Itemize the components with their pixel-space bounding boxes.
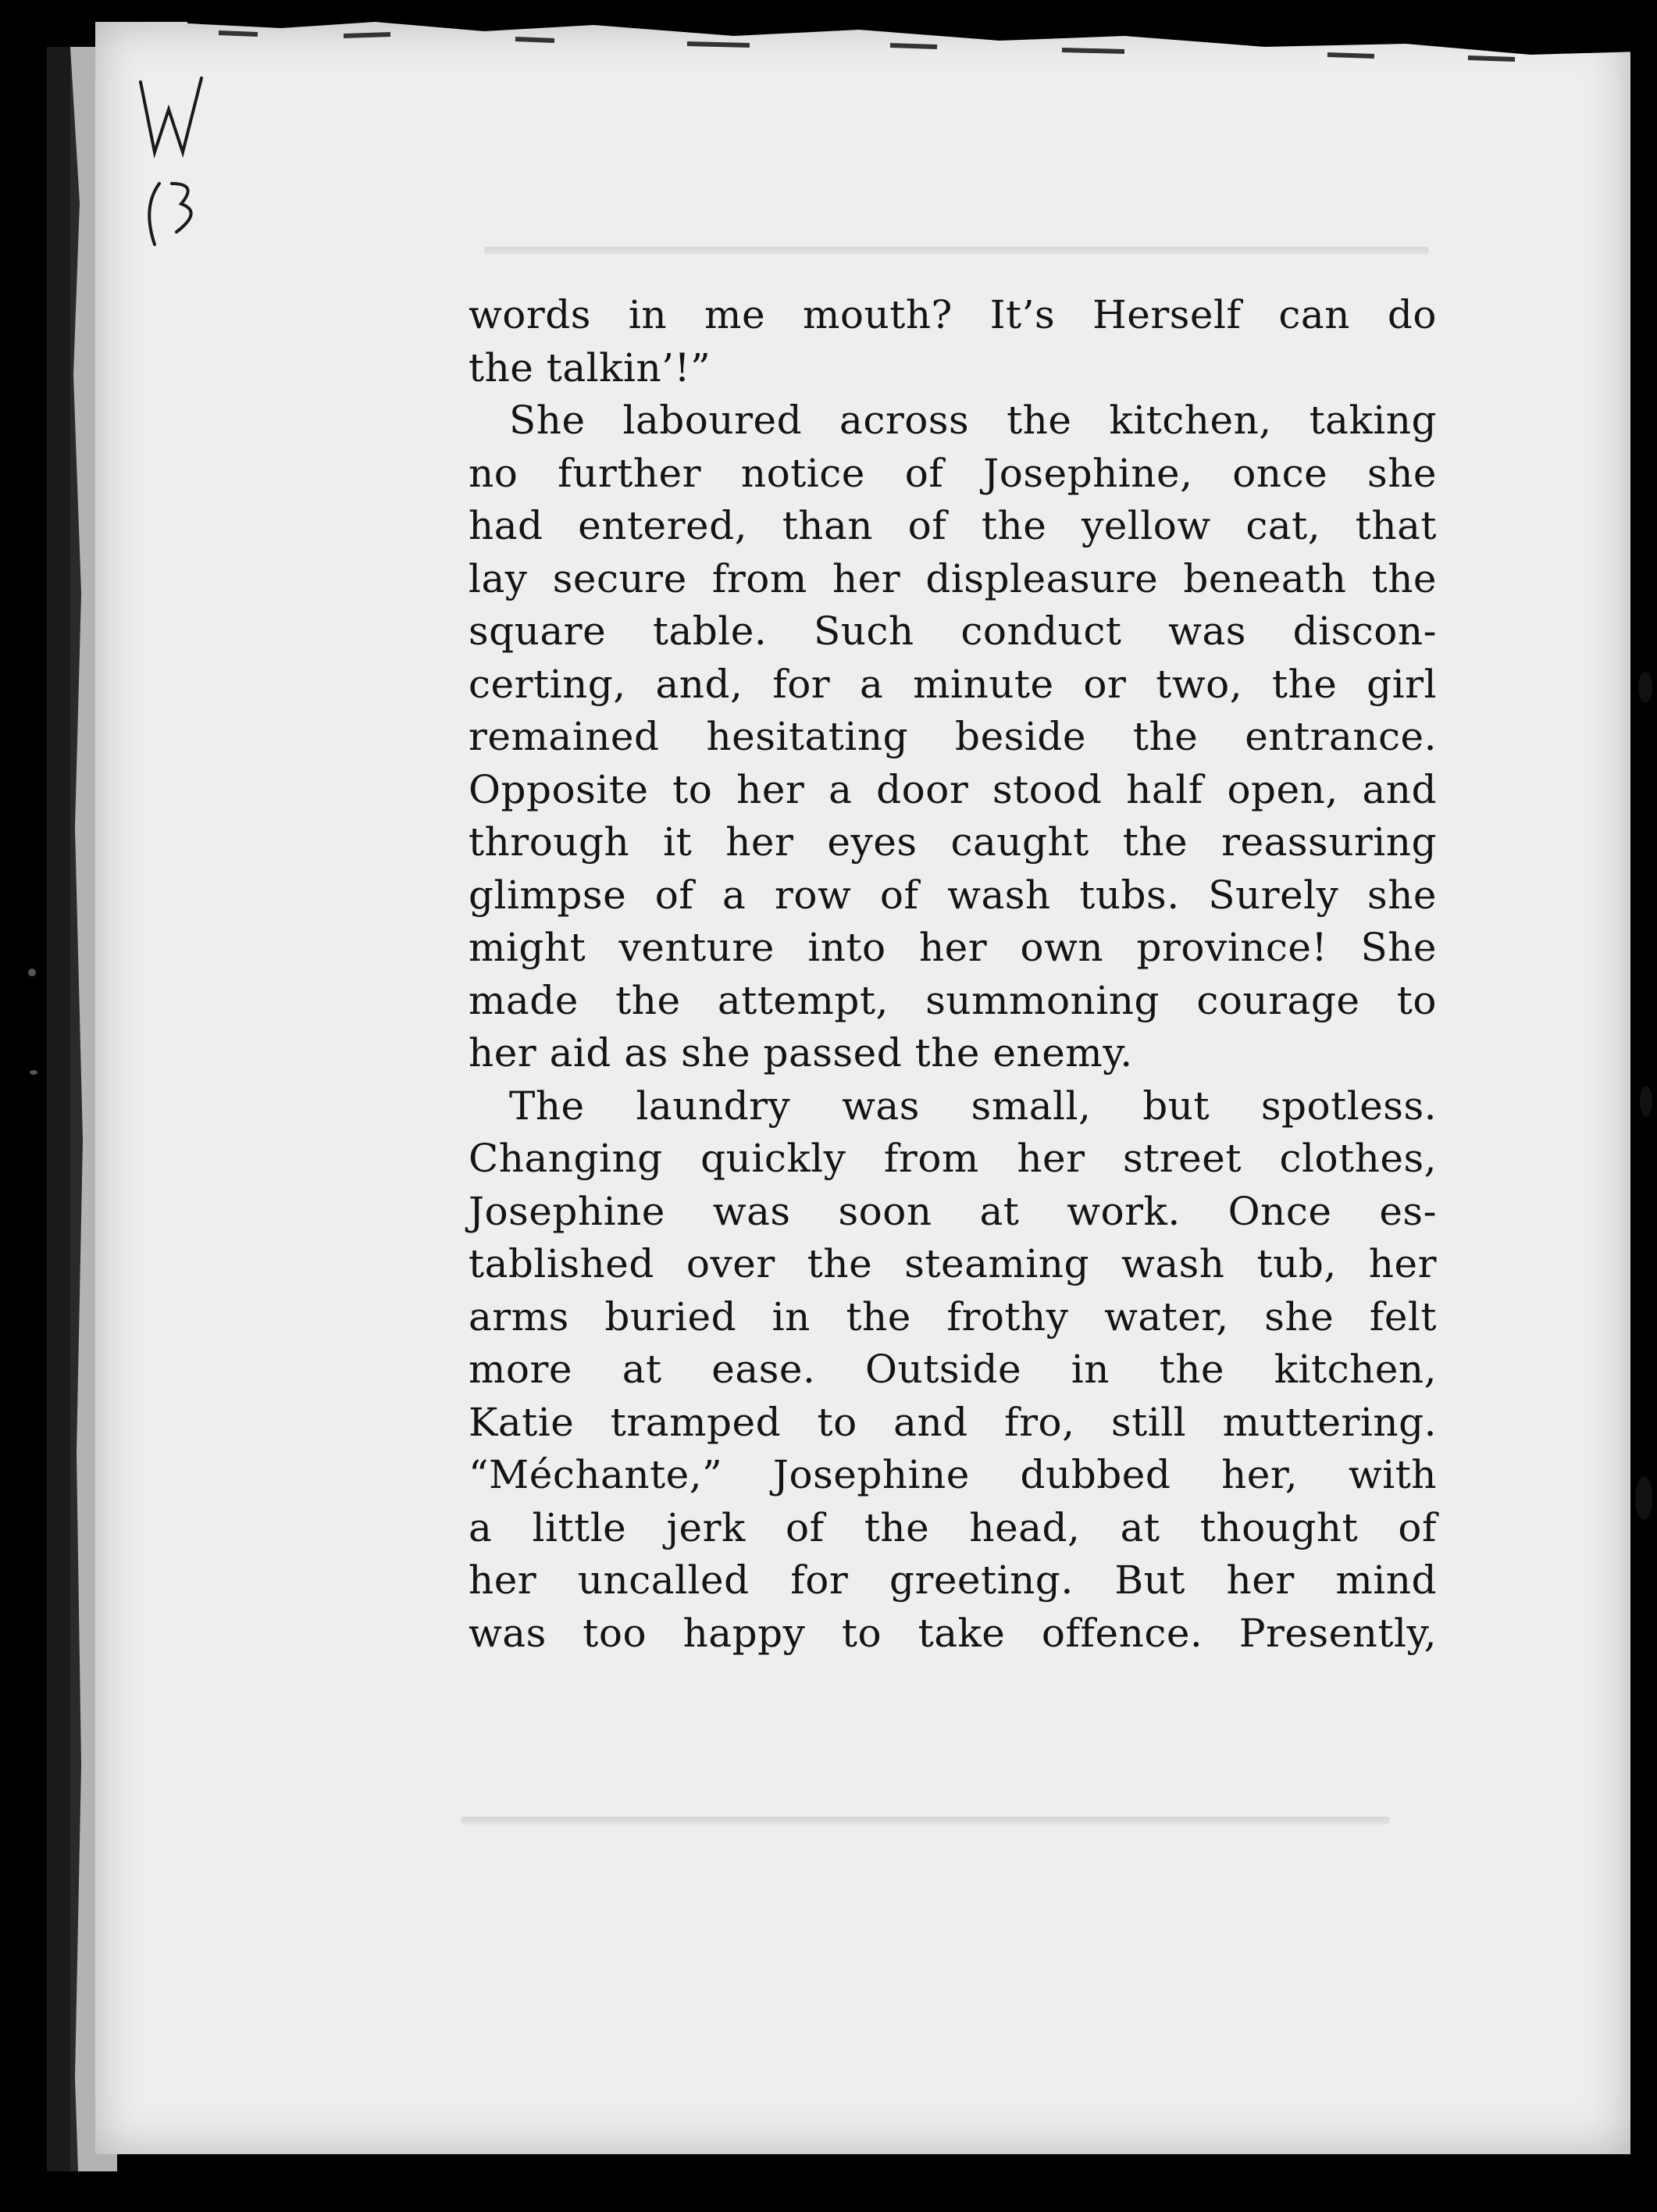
text-line: no further notice of Josephine, once she	[469, 450, 1437, 496]
body-text	[469, 289, 1437, 1660]
binding-mark	[1640, 1086, 1652, 1117]
text-line: lay secure from her displeasure beneath the	[469, 555, 1437, 601]
text-line: glimpse of a row of wash tubs. Surely she	[469, 872, 1437, 918]
binding-mark	[30, 1070, 37, 1075]
top-rule	[484, 247, 1429, 255]
text-line: her uncalled for greeting. But her mind	[469, 1557, 1437, 1603]
text-line: made the attempt, summoning courage to	[469, 977, 1437, 1023]
text-line: was too happy to take offence. Presently,	[469, 1610, 1437, 1656]
text-line: Opposite to her a door stood half open, and	[469, 766, 1437, 812]
text-line: more at ease. Outside in the kitchen,	[469, 1347, 1437, 1392]
binding-mark	[1635, 1476, 1652, 1520]
text-line: The laundry was small, but spotless.	[509, 1083, 1437, 1129]
text-line: “Méchante,” Josephine dubbed her, with	[469, 1452, 1437, 1497]
text-line: Josephine was soon at work. Once es-	[469, 1188, 1437, 1234]
text-line: certing, and, for a minute or two, the girl	[469, 661, 1437, 707]
text-line: She laboured across the kitchen, taking	[509, 398, 1437, 443]
text-line: a little jerk of the head, at thought of	[469, 1504, 1437, 1550]
text-line: might venture into her own province! She	[469, 925, 1437, 970]
text-line: through it her eyes caught the reassuring	[469, 819, 1437, 865]
text-line: had entered, than of the yellow cat, that	[469, 503, 1437, 548]
text-line: tablished over the steaming wash tub, her	[469, 1241, 1437, 1286]
text-line: remained hesitating beside the entrance.	[469, 714, 1437, 759]
text-line: her aid as she passed the enemy.	[469, 1030, 1133, 1076]
binding-mark	[28, 969, 36, 976]
text-line: arms buried in the frothy water, she felt	[469, 1293, 1437, 1340]
bottom-rule	[461, 1817, 1390, 1825]
text-line: Changing quickly from her street clothes,	[469, 1136, 1437, 1181]
text-line: the talkin’!”	[469, 344, 711, 391]
margin-handwriting	[131, 66, 217, 254]
binding-mark	[1638, 672, 1652, 703]
text-line: Katie tramped to and fro, still muttering.	[469, 1399, 1437, 1445]
text-line: words in me mouth? It’s Herself can do	[469, 292, 1437, 337]
text-line: square table. Such conduct was discon-	[469, 608, 1437, 654]
torn-top-edge	[187, 17, 1640, 64]
